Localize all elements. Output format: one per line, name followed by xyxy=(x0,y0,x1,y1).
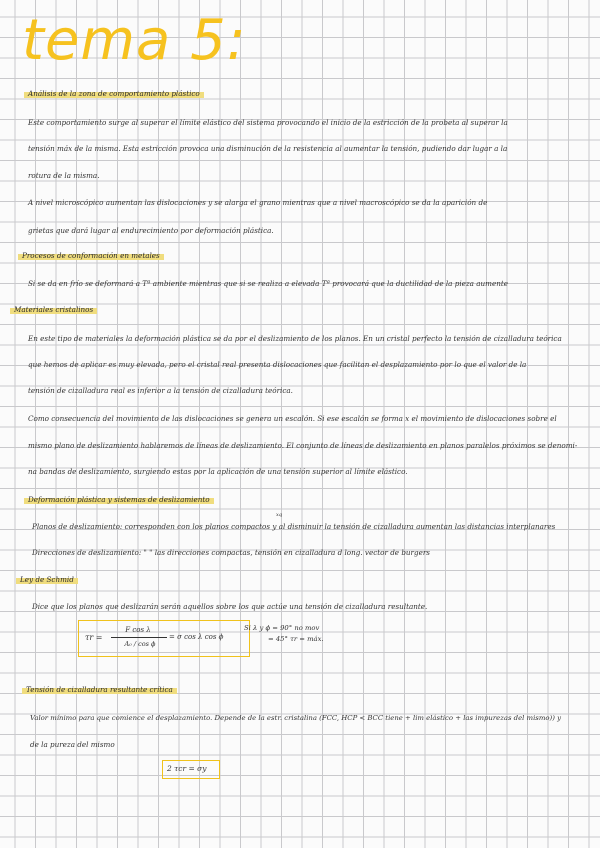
section-heading-critical-shear: Tensión de cizalladura resultante crítica xyxy=(22,684,177,696)
section-heading-crystalline: Materiales cristalinos xyxy=(10,304,97,316)
paragraph-line: tensión máx de la misma. Esta estricción provoca una disminución de la resistencia al aumentar la tensión, pudiendo dar lugar a la xyxy=(28,144,508,153)
paragraph-line: grietas que dará lugar al endurecimiento por deformación plástica. xyxy=(28,226,274,235)
section-heading-slip-systems: Deformación plástica y sistemas de deslizamiento xyxy=(24,494,214,506)
formula-lhs: τr = xyxy=(85,633,103,642)
superscript-note: xq xyxy=(276,512,283,518)
schmid-note: = 45° τr = máx. xyxy=(268,635,324,643)
paragraph-line: Valor mínimo para que comience el desplazamiento. Depende de la estr. cristalina (FCC, HCP < BCC tiene + lim elástico + las impurezas del mismo)) y xyxy=(30,714,561,722)
formula-numerator: F cos λ xyxy=(125,626,151,634)
paragraph-line: Si se da en frío se deformará a Tª ambiente mientras que si se realiza a elevada Tª provocará que la ductilidad de la pieza aumente xyxy=(28,279,509,288)
formula-rhs: = σ cos λ cos ϕ xyxy=(169,633,224,641)
paragraph-line: de la pureza del mismo xyxy=(30,740,115,749)
section-heading-plastic-zone: Análisis de la zona de comportamiento plástico xyxy=(24,88,204,100)
section-heading-conformation: Procesos de conformación en metales xyxy=(18,250,164,262)
paragraph-line: Dice que los planos que deslizarán serán aquellos sobre los que actúe una tensión de cizalladura resultante. xyxy=(32,602,428,611)
paragraph-line: tensión de cizalladura real es inferior a la tensión de cizalladura teórica. xyxy=(28,386,293,395)
paragraph-line: Como consecuencia del movimiento de las dislocaciones se genera un escalón. Si ese escalón se forma x el movimiento de dislocaciones sobre el xyxy=(28,414,557,423)
paragraph-line: na bandas de deslizamiento, surgiendo estas por la aplicación de una tensión superior al límite elástico. xyxy=(28,467,408,476)
paragraph-line: Este comportamiento surge al superar el límite elástico del sistema provocando el inicio de la estricción de la probeta al superar la xyxy=(28,118,508,127)
paragraph-line: Planos de deslizamiento: corresponden con los planos compactos y al disminuir la tensión de cizalladura aumentan las distancias interplanares xyxy=(32,522,556,531)
section-heading-schmid-law: Ley de Schmid xyxy=(16,574,78,586)
paragraph-line: En este tipo de materiales la deformación plástica se da por el deslizamiento de los planos. En un cristal perfecto la tensión de cizalladura teórica xyxy=(28,334,562,343)
formula-denominator: A₀ / cos ϕ xyxy=(124,640,156,648)
schmid-note: Si λ y ϕ = 90° no mov xyxy=(244,624,320,632)
fraction-bar xyxy=(111,637,167,638)
page-title: tema 5: xyxy=(22,8,247,73)
paragraph-line: A nivel microscópico aumentan las dislocaciones y se alarga el grano mientras que a nivel macroscópico se da la aparición de xyxy=(28,198,488,207)
paragraph-line: Direcciones de deslizamiento: " " las direcciones compactas, tensión en cizalladura d long. vector de burgers xyxy=(32,548,430,557)
schmid-formula-box xyxy=(78,620,250,657)
paragraph-line: mismo plano de deslizamiento hablaremos de líneas de deslizamiento. El conjunto de líneas de deslizamiento en planos paralelos próximos se denomi- xyxy=(28,441,578,450)
paragraph-line: que hemos de aplicar es muy elevada, pero el cristal real presenta dislocaciones que facilitan el desplazamiento por lo que el valor de la xyxy=(28,360,527,369)
paragraph-line: rotura de la misma. xyxy=(28,171,100,180)
critical-shear-formula: 2 τcr = σy xyxy=(167,764,207,773)
critical-shear-formula-box xyxy=(162,760,220,779)
